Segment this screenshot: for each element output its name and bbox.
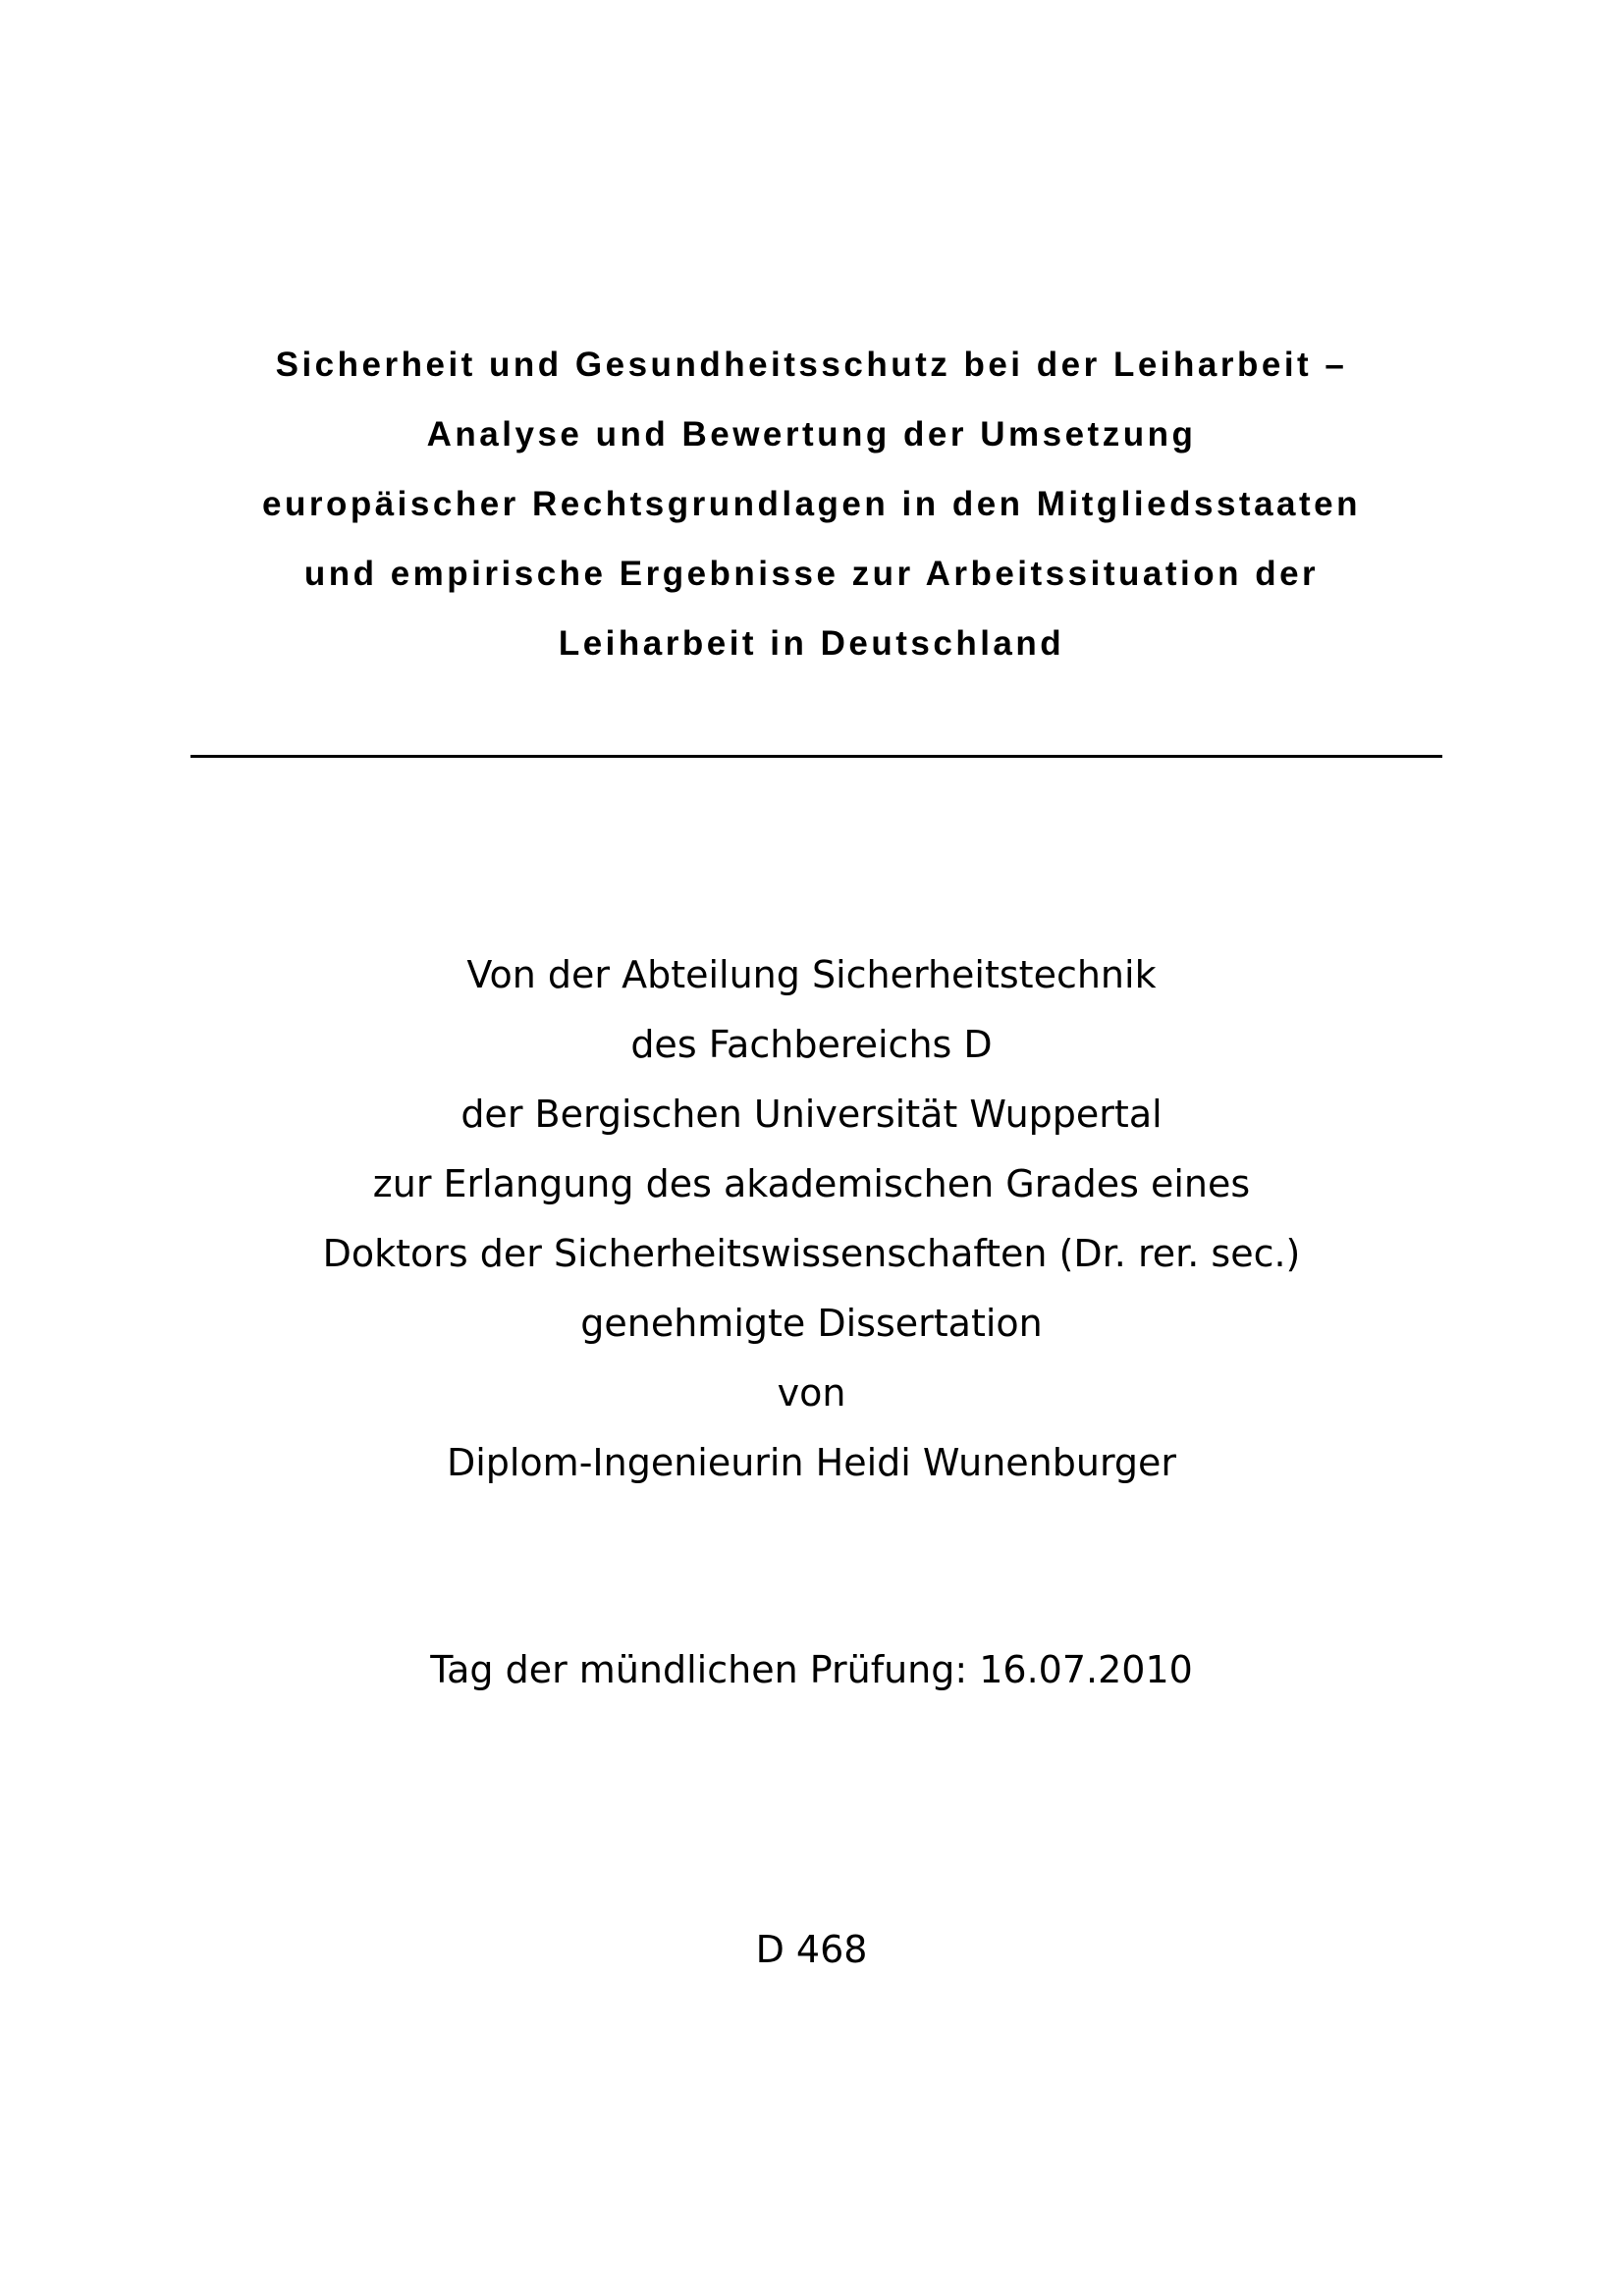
submission-line: von [777, 1371, 846, 1415]
submission-statement [0, 940, 1623, 1498]
dissertation-title [0, 330, 1623, 678]
submission-line: Von der Abteilung Sicherheitstechnik [466, 953, 1157, 996]
submission-line: Doktors der Sicherheitswissenschaften (Dr. rer. sec.) [322, 1232, 1301, 1275]
submission-line: zur Erlangung des akademischen Grades eines [372, 1162, 1251, 1205]
exam-date: Tag der mündlichen Prüfung: 16.07.2010 [430, 1648, 1193, 1691]
title-line: Analyse und Bewertung der Umsetzung [426, 415, 1197, 454]
title-line: Sicherheit und Gesundheitsschutz bei der Leiharbeit – [275, 346, 1348, 384]
author-line: Diplom-Ingenieurin Heidi Wunenburger [446, 1441, 1177, 1484]
title-line: Leiharbeit in Deutschland [558, 624, 1065, 663]
document-number: D 468 [755, 1928, 868, 1971]
submission-line: des Fachbereichs D [630, 1023, 993, 1066]
submission-line: der Bergischen Universität Wuppertal [460, 1093, 1163, 1136]
title-line: und empirische Ergebnisse zur Arbeitssituation der [303, 555, 1320, 593]
title-divider [190, 755, 1442, 758]
title-line: europäischer Rechtsgrundlagen in den Mitgliedsstaaten [261, 485, 1361, 523]
submission-line: genehmigte Dissertation [580, 1302, 1043, 1345]
